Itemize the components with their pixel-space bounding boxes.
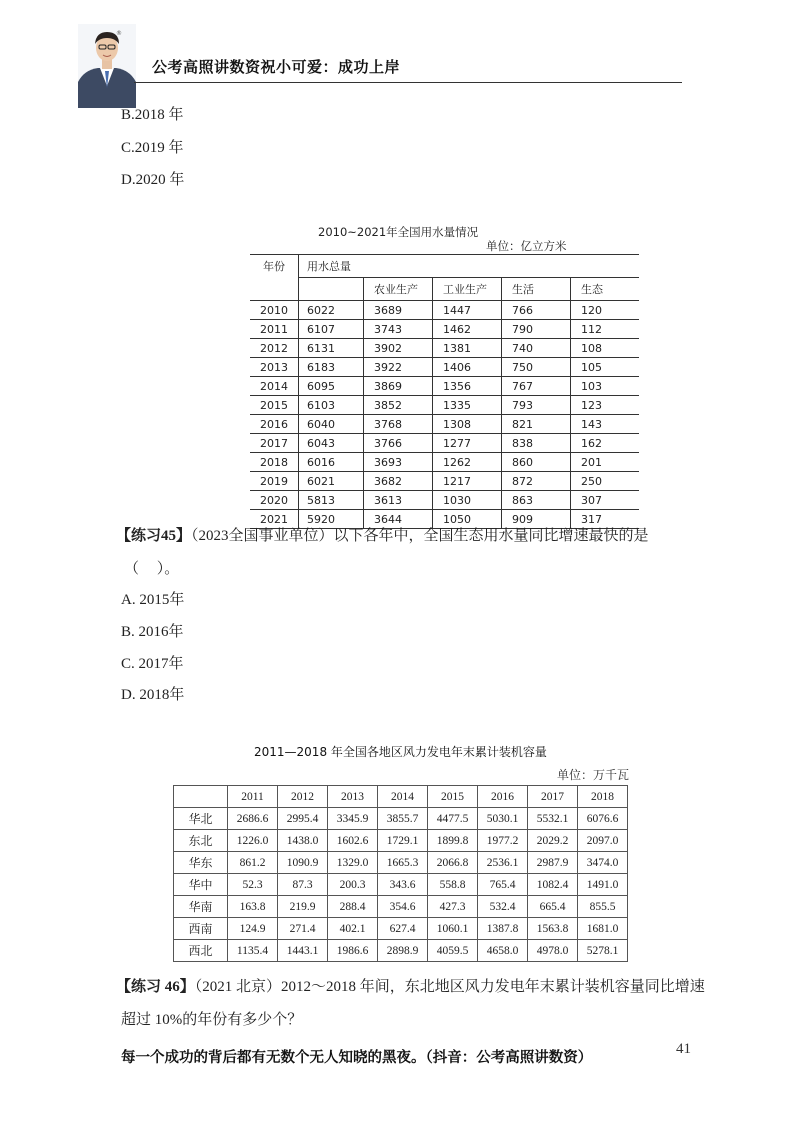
q46-stem: [116, 975, 705, 996]
q45-option-b: B. 2016年: [121, 624, 184, 640]
table-cell: 838: [502, 434, 571, 453]
region-cell: 东北: [174, 830, 228, 852]
table-row: [250, 415, 639, 434]
table-cell: 861.2: [228, 852, 278, 874]
table-row: [250, 434, 639, 453]
table-cell: 665.4: [528, 896, 578, 918]
table-cell: 3922: [364, 358, 433, 377]
region-cell: 华北: [174, 808, 228, 830]
table-cell: 3345.9: [328, 808, 378, 830]
prev-option-d: D.2020 年: [121, 172, 185, 188]
table-cell: 3474.0: [578, 852, 628, 874]
table-cell: 1899.8: [428, 830, 478, 852]
table-cell: 558.8: [428, 874, 478, 896]
table-cell: 3682: [364, 472, 433, 491]
table-cell: 52.3: [228, 874, 278, 896]
wind-power-table: [173, 785, 628, 962]
table-cell: 3852: [364, 396, 433, 415]
table-row: [250, 453, 639, 472]
table-cell: 1729.1: [378, 830, 428, 852]
year-header-cell: 2016: [478, 786, 528, 808]
table-row: [250, 301, 639, 320]
table-cell: 163.8: [228, 896, 278, 918]
table-cell: 402.1: [328, 918, 378, 940]
year-header-cell: 2013: [328, 786, 378, 808]
table-cell: 2011: [250, 320, 299, 339]
table-cell: 103: [571, 377, 640, 396]
table-cell: 1262: [433, 453, 502, 472]
table-cell: 3693: [364, 453, 433, 472]
table-cell: 2020: [250, 491, 299, 510]
table-cell: 1217: [433, 472, 502, 491]
table-cell: 6040: [299, 415, 364, 434]
table-cell: 1406: [433, 358, 502, 377]
table-row: [250, 320, 639, 339]
table-cell: 1443.1: [278, 940, 328, 962]
water-usage-table: [250, 254, 639, 529]
q45-option-a: A. 2015年: [121, 592, 185, 608]
table-cell: 427.3: [428, 896, 478, 918]
year-header-cell: 2011: [228, 786, 278, 808]
table-cell: 123: [571, 396, 640, 415]
table-cell: 1681.0: [578, 918, 628, 940]
q45-option-c: C. 2017年: [121, 656, 184, 672]
table-cell: 2017: [250, 434, 299, 453]
table-cell: 5920: [299, 510, 364, 529]
table-cell: 2018: [250, 453, 299, 472]
table-cell: 2010: [250, 301, 299, 320]
table-cell: 793: [502, 396, 571, 415]
author-avatar: [78, 24, 136, 108]
header-year: 年份: [250, 255, 299, 278]
table-cell: 87.3: [278, 874, 328, 896]
table-cell: 3743: [364, 320, 433, 339]
table-cell: 4059.5: [428, 940, 478, 962]
region-cell: 西南: [174, 918, 228, 940]
table-cell: 1060.1: [428, 918, 478, 940]
table-row: [174, 874, 628, 896]
q45-text: （2023全国事业单位）以下各年中，全国生态用水量同比增速最快的是: [191, 528, 649, 544]
table-row: [250, 491, 639, 510]
table-cell: 6021: [299, 472, 364, 491]
table-cell: 105: [571, 358, 640, 377]
table-cell: 1335: [433, 396, 502, 415]
table-cell: 3869: [364, 377, 433, 396]
registered-mark: ®: [116, 30, 122, 37]
table-cell: 766: [502, 301, 571, 320]
table-row: [174, 808, 628, 830]
table-cell: 162: [571, 434, 640, 453]
table-cell: 201: [571, 453, 640, 472]
header-industry: 工业生产: [433, 278, 502, 301]
page-number: 41: [676, 1041, 691, 1057]
table-cell: 5030.1: [478, 808, 528, 830]
header-divider: [134, 82, 682, 83]
table-row: [174, 852, 628, 874]
table-cell: 5813: [299, 491, 364, 510]
table-cell: 4477.5: [428, 808, 478, 830]
table-cell: 200.3: [328, 874, 378, 896]
table-cell: 1977.2: [478, 830, 528, 852]
table-cell: 2019: [250, 472, 299, 491]
region-cell: 华中: [174, 874, 228, 896]
table-cell: 1135.4: [228, 940, 278, 962]
table-cell: 3855.7: [378, 808, 428, 830]
q46-text-line2: 超过 10%的年份有多少个？: [121, 1012, 303, 1028]
table-cell: 6131: [299, 339, 364, 358]
table-cell: 2016: [250, 415, 299, 434]
table-cell: 271.4: [278, 918, 328, 940]
table-cell: 4658.0: [478, 940, 528, 962]
table-cell: 6022: [299, 301, 364, 320]
table-cell: 307: [571, 491, 640, 510]
q46-label: 【练习 46】: [116, 979, 195, 995]
q45-label: 【练习45】: [116, 528, 192, 544]
prev-option-b: B.2018 年: [121, 107, 184, 123]
table-cell: 108: [571, 339, 640, 358]
table-cell: 2021: [250, 510, 299, 529]
table-cell: 1387.8: [478, 918, 528, 940]
table-cell: 3768: [364, 415, 433, 434]
header-domestic: 生活: [502, 278, 571, 301]
table-cell: 2012: [250, 339, 299, 358]
table-cell: 532.4: [478, 896, 528, 918]
table-cell: 1329.0: [328, 852, 378, 874]
table-row: [250, 339, 639, 358]
year-header-cell: 2014: [378, 786, 428, 808]
table-row: [250, 472, 639, 491]
footer-motto: 每一个成功的背后都有无数个无人知晓的黑夜。（抖音：公考高照讲数资）: [121, 1050, 593, 1066]
wind-table-unit: 单位：万千瓦: [557, 768, 630, 782]
table-cell: 219.9: [278, 896, 328, 918]
year-header-cell: 2012: [278, 786, 328, 808]
table-cell: 143: [571, 415, 640, 434]
table-cell: 3613: [364, 491, 433, 510]
table-row: [250, 396, 639, 415]
table-cell: 1082.4: [528, 874, 578, 896]
table-cell: 2066.8: [428, 852, 478, 874]
table-cell: 2686.6: [228, 808, 278, 830]
table-cell: 6076.6: [578, 808, 628, 830]
table-cell: 1563.8: [528, 918, 578, 940]
table-cell: 317: [571, 510, 640, 529]
region-cell: 西北: [174, 940, 228, 962]
table-cell: 2995.4: [278, 808, 328, 830]
table-cell: 863: [502, 491, 571, 510]
water-table-unit: 单位：亿立方米: [486, 239, 567, 253]
table-cell: 1277: [433, 434, 502, 453]
header-total: 用水总量: [299, 255, 364, 278]
table-cell: 2097.0: [578, 830, 628, 852]
table-row: [174, 896, 628, 918]
prev-option-c: C.2019 年: [121, 140, 184, 156]
table-row: [174, 830, 628, 852]
table-row: [250, 358, 639, 377]
q45-blank: （ ）。: [124, 561, 180, 577]
table-cell: 354.6: [378, 896, 428, 918]
table-cell: 6183: [299, 358, 364, 377]
table-cell: 4978.0: [528, 940, 578, 962]
table-cell: 2013: [250, 358, 299, 377]
corner-cell: [174, 786, 228, 808]
table-cell: 3689: [364, 301, 433, 320]
header-ecology: 生态: [571, 278, 640, 301]
table-cell: 1491.0: [578, 874, 628, 896]
table-cell: 3644: [364, 510, 433, 529]
table-cell: 790: [502, 320, 571, 339]
table-cell: 1308: [433, 415, 502, 434]
year-header-cell: 2015: [428, 786, 478, 808]
table-cell: 1226.0: [228, 830, 278, 852]
table-cell: 909: [502, 510, 571, 529]
table-cell: 2898.9: [378, 940, 428, 962]
table-cell: 627.4: [378, 918, 428, 940]
table-cell: 750: [502, 358, 571, 377]
table-cell: 3766: [364, 434, 433, 453]
table-cell: 872: [502, 472, 571, 491]
table-cell: 1447: [433, 301, 502, 320]
table-cell: 5532.1: [528, 808, 578, 830]
water-table-title: 2010~2021年全国用水量情况: [318, 225, 479, 239]
table-cell: 112: [571, 320, 640, 339]
table-cell: 2987.9: [528, 852, 578, 874]
table-cell: 2014: [250, 377, 299, 396]
table-cell: 1090.9: [278, 852, 328, 874]
year-header-cell: 2018: [578, 786, 628, 808]
table-cell: 343.6: [378, 874, 428, 896]
table-cell: 3902: [364, 339, 433, 358]
region-cell: 华南: [174, 896, 228, 918]
q45-stem: [116, 524, 649, 545]
q46-text: （2021 北京）2012～2018 年间，东北地区风力发电年末累计装机容量同比增速: [194, 979, 705, 995]
table-cell: 6103: [299, 396, 364, 415]
table-cell: 5278.1: [578, 940, 628, 962]
table-cell: 124.9: [228, 918, 278, 940]
table-cell: 2536.1: [478, 852, 528, 874]
table-row: [174, 918, 628, 940]
table-cell: 250: [571, 472, 640, 491]
header-agriculture: 农业生产: [364, 278, 433, 301]
table-cell: 1050: [433, 510, 502, 529]
table-cell: 120: [571, 301, 640, 320]
table-cell: 740: [502, 339, 571, 358]
region-cell: 华东: [174, 852, 228, 874]
table-cell: 1602.6: [328, 830, 378, 852]
table-cell: 2029.2: [528, 830, 578, 852]
table-cell: 6107: [299, 320, 364, 339]
table-cell: 6043: [299, 434, 364, 453]
table-cell: 1986.6: [328, 940, 378, 962]
table-row: [174, 940, 628, 962]
wind-table-title: 2011—2018 年全国各地区风力发电年末累计装机容量: [254, 745, 547, 759]
table-cell: 1665.3: [378, 852, 428, 874]
table-cell: 767: [502, 377, 571, 396]
table-row: [250, 377, 639, 396]
header-title: 公考高照讲数资祝小可爱：成功上岸: [152, 58, 401, 76]
table-cell: 1381: [433, 339, 502, 358]
table-cell: 1030: [433, 491, 502, 510]
table-cell: 821: [502, 415, 571, 434]
year-header-cell: 2017: [528, 786, 578, 808]
table-cell: 2015: [250, 396, 299, 415]
table-cell: 765.4: [478, 874, 528, 896]
table-cell: 288.4: [328, 896, 378, 918]
q45-option-d: D. 2018年: [121, 687, 185, 703]
table-cell: 1356: [433, 377, 502, 396]
table-cell: 855.5: [578, 896, 628, 918]
table-cell: 1438.0: [278, 830, 328, 852]
table-cell: 1462: [433, 320, 502, 339]
table-cell: 6016: [299, 453, 364, 472]
table-cell: 860: [502, 453, 571, 472]
table-cell: 6095: [299, 377, 364, 396]
